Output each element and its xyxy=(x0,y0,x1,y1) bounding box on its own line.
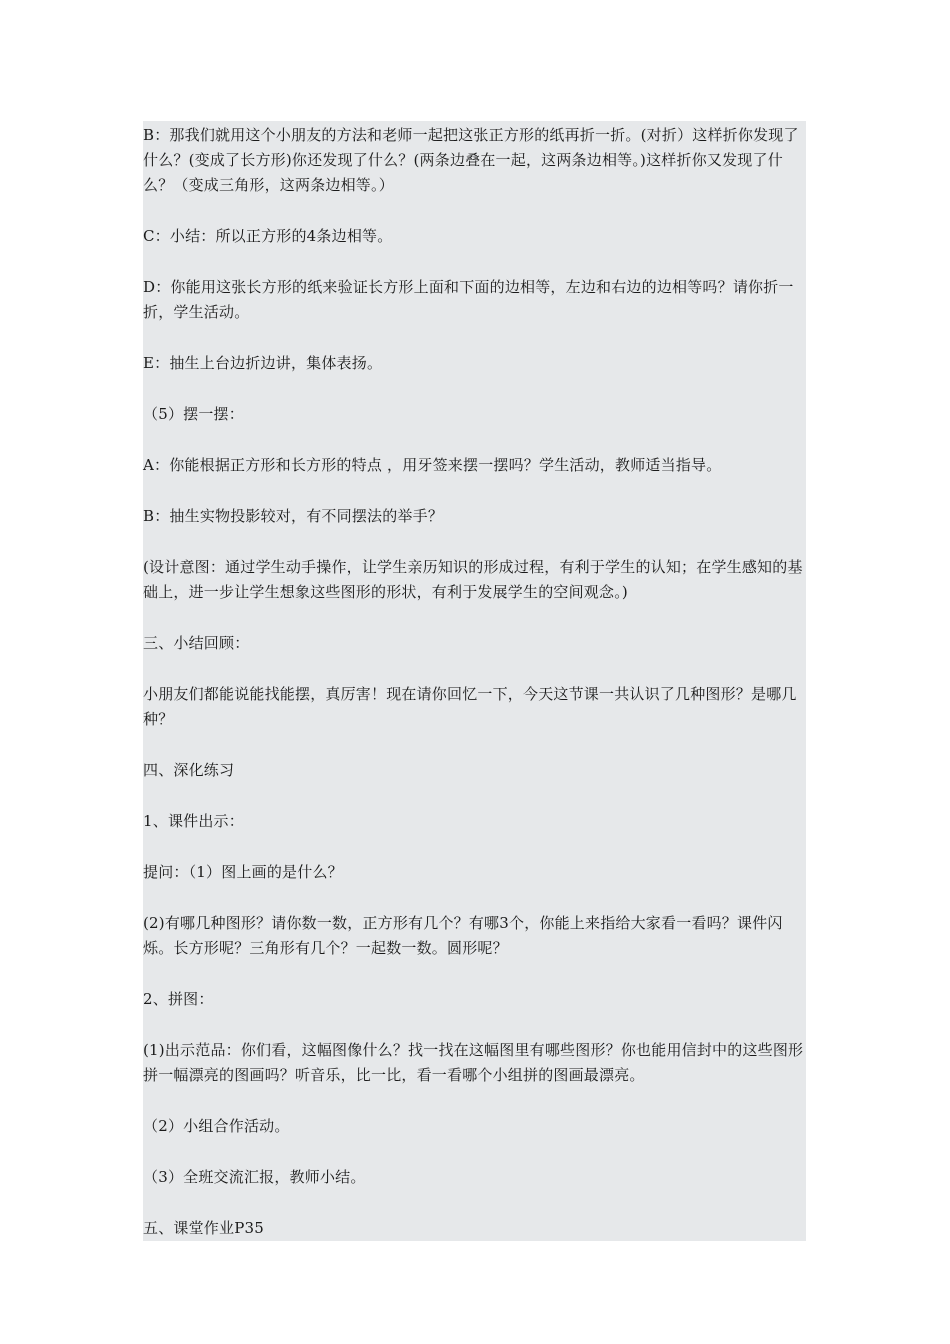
paragraph: D：你能用这张长方形的纸来验证长方形上面和下面的边相等，左边和右边的边相等吗？请你折一折，学生活动。 xyxy=(143,273,806,325)
paragraph: （3）全班交流汇报，教师小结。 xyxy=(143,1163,806,1190)
design-intent-note: (设计意图：通过学生动手操作，让学生亲历知识的形成过程，有利于学生的认知；在学生感知的基础上，进一步让学生想象这些图形的形状，有利于发展学生的空间观念。) xyxy=(143,553,806,605)
section-heading: 三、小结回顾： xyxy=(143,629,806,656)
paragraph: C：小结：所以正方形的4条边相等。 xyxy=(143,222,806,249)
paragraph-gap xyxy=(143,1139,806,1163)
section-subheading: 1、课件出示： xyxy=(143,807,806,834)
paragraph: 小朋友们都能说能找能摆，真厉害！现在请你回忆一下，今天这节课一共认识了几种图形？是哪几种？ xyxy=(143,680,806,732)
paragraph: 提问：（1）图上画的是什么？ xyxy=(143,858,806,885)
paragraph-gap xyxy=(143,1088,806,1112)
paragraph-gap xyxy=(143,834,806,858)
paragraph-gap xyxy=(143,656,806,680)
paragraph: E：抽生上台边折边讲，集体表扬。 xyxy=(143,349,806,376)
paragraph-gap xyxy=(143,529,806,553)
paragraph-gap xyxy=(143,783,806,807)
paragraph: (2)有哪几种图形？请你数一数，正方形有几个？有哪3个，你能上来指给大家看一看吗？课件闪烁。长方形呢？三角形有几个？一起数一数。圆形呢？ xyxy=(143,909,806,961)
paragraph-gap xyxy=(143,325,806,349)
section-subheading: 2、拼图： xyxy=(143,985,806,1012)
paragraph-gap xyxy=(143,605,806,629)
paragraph: (1)出示范品：你们看，这幅图像什么？找一找在这幅图里有哪些图形？你也能用信封中的这些图形拼一幅漂亮的图画吗？听音乐，比一比，看一看哪个小组拼的图画最漂亮。 xyxy=(143,1036,806,1088)
paragraph: A：你能根据正方形和长方形的特点 ，用牙签来摆一摆吗？学生活动，教师适当指导。 xyxy=(143,451,806,478)
paragraph-gap xyxy=(143,427,806,451)
paragraph: B：抽生实物投影较对，有不同摆法的举手？ xyxy=(143,502,806,529)
paragraph-gap xyxy=(143,1012,806,1036)
document-body xyxy=(143,121,806,1241)
paragraph: B：那我们就用这个小朋友的方法和老师一起把这张正方形的纸再折一折。(对折）这样折你发现了什么？(变成了长方形)你还发现了什么？(两条边叠在一起，这两条边相等。)这样折你又发现了什么？（变成三角形，这两条边相等。） xyxy=(143,121,806,198)
section-subheading: （5）摆一摆： xyxy=(143,400,806,427)
section-heading: 四、深化练习 xyxy=(143,756,806,783)
paragraph-gap xyxy=(143,961,806,985)
paragraph-gap xyxy=(143,478,806,502)
paragraph-gap xyxy=(143,1190,806,1214)
paragraph-gap xyxy=(143,249,806,273)
paragraph-gap xyxy=(143,732,806,756)
paragraph: （2）小组合作活动。 xyxy=(143,1112,806,1139)
paragraph-gap xyxy=(143,198,806,222)
paragraph-gap xyxy=(143,885,806,909)
paragraph-gap xyxy=(143,376,806,400)
section-heading: 五、课堂作业P35 xyxy=(143,1214,806,1241)
